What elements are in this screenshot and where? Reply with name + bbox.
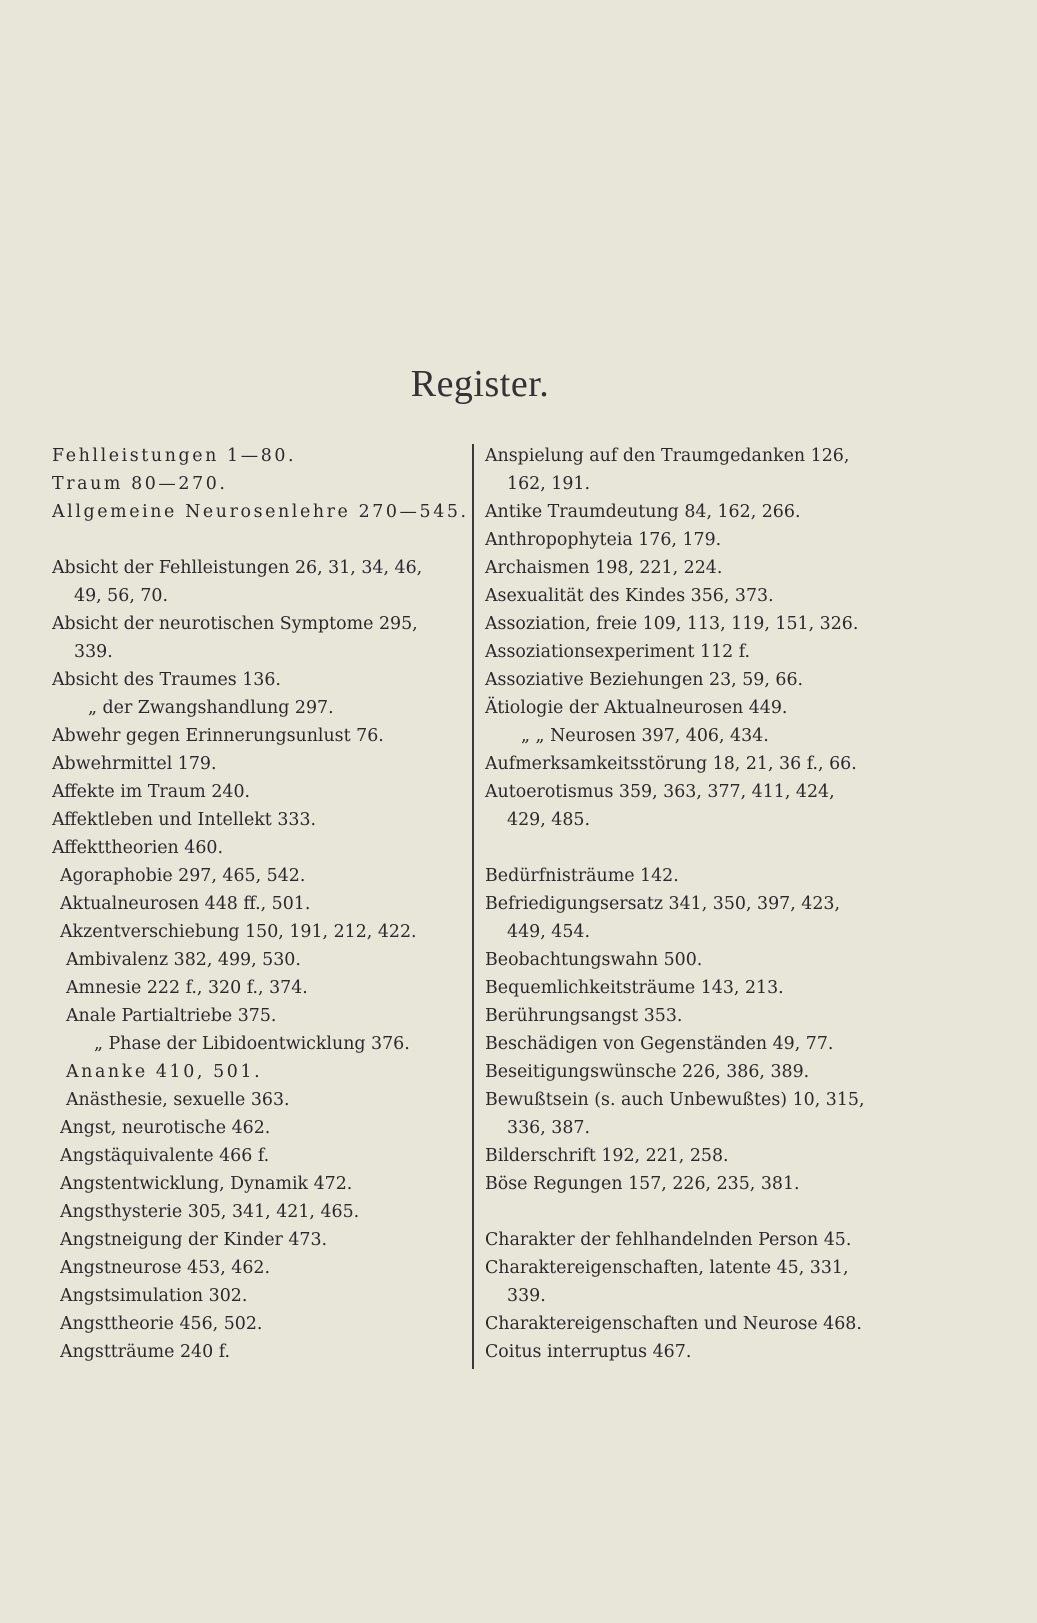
index-entry-continuation: 429, 485.: [507, 810, 590, 830]
index-entry: Ätiologie der Aktualneurosen 449.: [485, 698, 788, 718]
index-entry: Abwehrmittel 179.: [52, 754, 217, 774]
index-entry-continuation: 339.: [74, 642, 113, 662]
index-entry: Affekte im Traum 240.: [52, 782, 251, 802]
index-entry: Angstentwicklung, Dynamik 472.: [60, 1174, 353, 1194]
index-entry: Autoerotismus 359, 363, 377, 411, 424,: [485, 782, 835, 802]
index-entry: Angsttheorie 456, 502.: [60, 1314, 263, 1334]
index-entry: Absicht der neurotischen Symptome 295,: [52, 614, 418, 634]
index-entry: Affekttheorien 460.: [52, 838, 223, 858]
index-entry: Charakter der fehlhandelnden Person 45.: [485, 1230, 852, 1250]
index-entry: Angstneigung der Kinder 473.: [60, 1230, 328, 1250]
index-entry: Angstäquivalente 466 f.: [60, 1146, 270, 1166]
index-entry: Assoziationsexperiment 112 f.: [485, 642, 751, 662]
index-entry: Absicht der Fehlleistungen 26, 31, 34, 46,: [52, 558, 423, 578]
index-entry: Aufmerksamkeitsstörung 18, 21, 36 f., 66.: [485, 754, 857, 774]
index-entry: Agoraphobie 297, 465, 542.: [60, 866, 306, 886]
index-entry: Assoziation, freie 109, 113, 119, 151, 326.: [485, 614, 859, 634]
index-entry: Absicht des Traumes 136.: [52, 670, 281, 690]
index-entry: Anspielung auf den Traumgedanken 126,: [485, 446, 850, 466]
index-entry: Bequemlichkeitsträume 143, 213.: [485, 978, 784, 998]
index-entry: Anästhesie, sexuelle 363.: [66, 1090, 290, 1110]
index-entry-continuation: 449, 454.: [507, 922, 590, 942]
index-entry-ditto: „ Phase der Libidoentwicklung 376.: [94, 1034, 410, 1054]
index-entry: Angstneurose 453, 462.: [60, 1258, 270, 1278]
section-heading: Allgemeine Neurosenlehre 270—545.: [52, 502, 469, 522]
index-entry: Angsthysterie 305, 341, 421, 465.: [60, 1202, 360, 1222]
index-entry: Ananke 410, 501.: [66, 1062, 263, 1082]
index-entry: Assoziative Beziehungen 23, 59, 66.: [485, 670, 804, 690]
section-heading: Traum 80—270.: [52, 474, 228, 494]
left-column: [52, 442, 480, 1366]
index-entry: Befriedigungsersatz 341, 350, 397, 423,: [485, 894, 841, 914]
index-entry: Affektleben und Intellekt 333.: [52, 810, 317, 830]
index-entry-continuation: 49, 56, 70.: [74, 586, 169, 606]
right-column: [485, 442, 925, 1366]
index-entry: Berührungsangst 353.: [485, 1006, 683, 1026]
index-entry: Akzentverschiebung 150, 191, 212, 422.: [60, 922, 417, 942]
index-entry: Asexualität des Kindes 356, 373.: [485, 586, 774, 606]
index-entry-ditto: „ der Zwangshandlung 297.: [88, 698, 334, 718]
spacer: [52, 526, 480, 554]
index-entry: Bedürfnisträume 142.: [485, 866, 679, 886]
index-entry: Anthropophyteia 176, 179.: [485, 530, 722, 550]
section-heading: Fehlleistungen 1—80.: [52, 446, 297, 466]
index-entry: Aktualneurosen 448 ff., 501.: [60, 894, 311, 914]
index-entry-ditto: „ „ Neurosen 397, 406, 434.: [521, 726, 769, 746]
index-entry: Angst, neurotische 462.: [60, 1118, 271, 1138]
index-entry-continuation: 336, 387.: [507, 1118, 590, 1138]
index-entry: Böse Regungen 157, 226, 235, 381.: [485, 1174, 800, 1194]
index-entry: Antike Traumdeutung 84, 162, 266.: [485, 502, 801, 522]
spacer: [485, 1198, 925, 1226]
index-entry: Angstsimulation 302.: [60, 1286, 248, 1306]
index-entry: Archaismen 198, 221, 224.: [485, 558, 723, 578]
index-entry: Amnesie 222 f., 320 f., 374.: [66, 978, 308, 998]
index-entry: Charaktereigenschaften, latente 45, 331,: [485, 1258, 849, 1278]
index-entry: Bewußtsein (s. auch Unbewußtes) 10, 315,: [485, 1090, 865, 1110]
index-entry: Bilderschrift 192, 221, 258.: [485, 1146, 729, 1166]
index-entry: Charaktereigenschaften und Neurose 468.: [485, 1314, 862, 1334]
index-entry-continuation: 339.: [507, 1286, 546, 1306]
index-entry-continuation: 162, 191.: [507, 474, 590, 494]
index-entry: Beseitigungswünsche 226, 386, 389.: [485, 1062, 810, 1082]
index-entry: Beschädigen von Gegenständen 49, 77.: [485, 1034, 834, 1054]
index-entry: Angstträume 240 f.: [60, 1342, 231, 1362]
page-title: Register.: [410, 363, 550, 405]
index-entry: Beobachtungswahn 500.: [485, 950, 703, 970]
index-entry: Coitus interruptus 467.: [485, 1342, 692, 1362]
index-entry: Ambivalenz 382, 499, 530.: [66, 950, 301, 970]
index-entry: Anale Partialtriebe 375.: [66, 1006, 277, 1026]
index-entry: Abwehr gegen Erinnerungsunlust 76.: [52, 726, 384, 746]
spacer: [485, 834, 925, 862]
